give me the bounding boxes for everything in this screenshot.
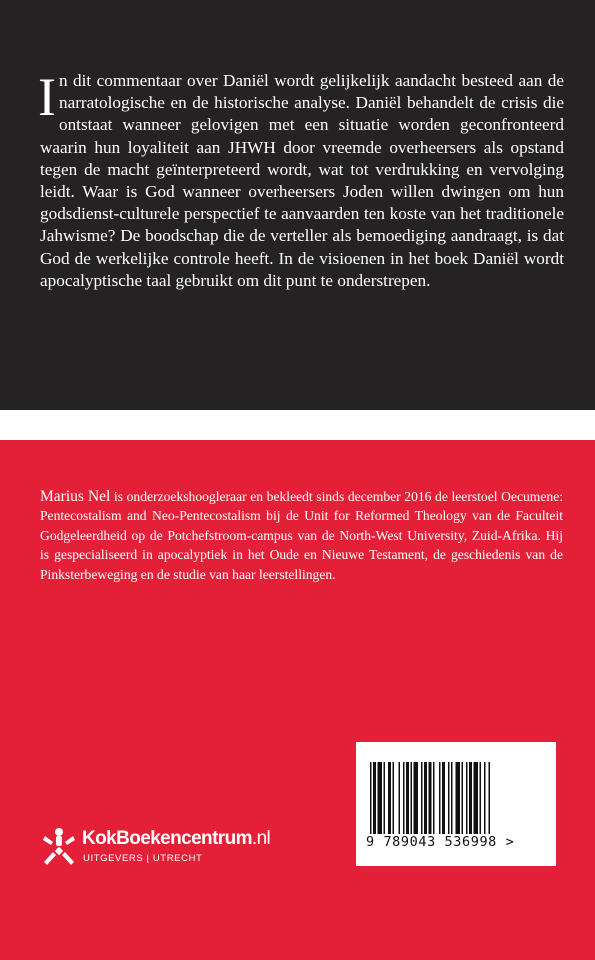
barcode-bar — [393, 762, 395, 834]
blurb-text: n dit commentaar over Daniël wordt gelijkelijk aandacht besteed aan de narratologische en de historische analyse. Daniël behandelt de crisis die ontstaat wanneer gelovigen met een situatie worden geconfronteerd waarin hun loyaliteit aan JHWH door vreemde overheersers als opstand tegen de macht geïnterpreteerd wordt, wat tot verdrukking en vervolging leidt. Waar is God wanneer overheersers Joden willen dwingen om hun godsdienst-culturele perspectief te aanvaarden ten koste van het traditionele Jahwisme? De boodschap die de verteller als bemoediging aandraagt, is dat God de werkelijke controle heeft. In de visioenen in het boek Daniël wordt apocalyptische taal gebruikt om dit punt te onderstrepen. — [40, 71, 564, 290]
barcode-bar — [451, 762, 453, 834]
barcode-bar — [489, 762, 491, 834]
barcode-bar — [414, 762, 419, 834]
barcode-bar — [424, 762, 427, 834]
blurb-dropcap: I — [38, 67, 56, 127]
barcode-bar — [456, 762, 461, 834]
publisher-mark-icon — [40, 826, 78, 870]
barcode-bar — [442, 762, 445, 834]
barcode-bar — [378, 762, 383, 834]
barcode-bar — [399, 762, 401, 834]
publisher-name-suffix: .nl — [251, 828, 271, 849]
white-divider-band — [0, 410, 595, 440]
barcode-bar — [373, 762, 376, 834]
publisher-logo — [40, 826, 290, 870]
book-blurb — [38, 67, 564, 292]
barcode-bar — [469, 762, 472, 834]
barcode-bar — [439, 762, 441, 834]
barcode-bar — [429, 762, 432, 834]
barcode-bar — [370, 762, 372, 834]
barcode-bar — [474, 762, 479, 834]
barcode-bar — [421, 762, 423, 834]
barcode-bar — [403, 762, 405, 834]
publisher-name-main: KokBoekencentrum — [82, 828, 252, 849]
author-name: Marius Nel — [40, 488, 111, 505]
isbn-number: 9 789043 536998 > — [366, 834, 515, 850]
barcode-bar — [484, 762, 486, 834]
barcode-bar — [466, 762, 468, 834]
barcode-bar — [406, 762, 409, 834]
barcode-bar — [411, 762, 413, 834]
barcode-bar — [480, 762, 482, 834]
publisher-name — [82, 828, 270, 850]
author-bio — [40, 487, 563, 584]
barcode-bar — [433, 762, 435, 834]
publisher-tagline: UITGEVERS | UTRECHT — [83, 853, 203, 864]
barcode-bar — [388, 762, 391, 834]
barcode-bar — [448, 762, 450, 834]
barcode-box — [356, 742, 556, 866]
barcode-bars — [370, 762, 542, 834]
author-bio-text: is onderzoekshoogleraar en bekleedt sinds december 2016 de leerstoel Oecumene: Pentecostalism and Neo-Pentecostalism bij de Unit for Reformed Theology van de Faculteit Godgeleerdheid op de Potchefstroom-campus van de North-West University, Zuid-Afrika. Hij is gespecialiseerd in apocalyptiek in het Oude en Nieuwe Testament, de geschiedenis van de Pinksterbeweging en de studie van haar leerstellingen. — [40, 489, 564, 582]
barcode-bar — [462, 762, 464, 834]
barcode-bar — [384, 762, 386, 834]
